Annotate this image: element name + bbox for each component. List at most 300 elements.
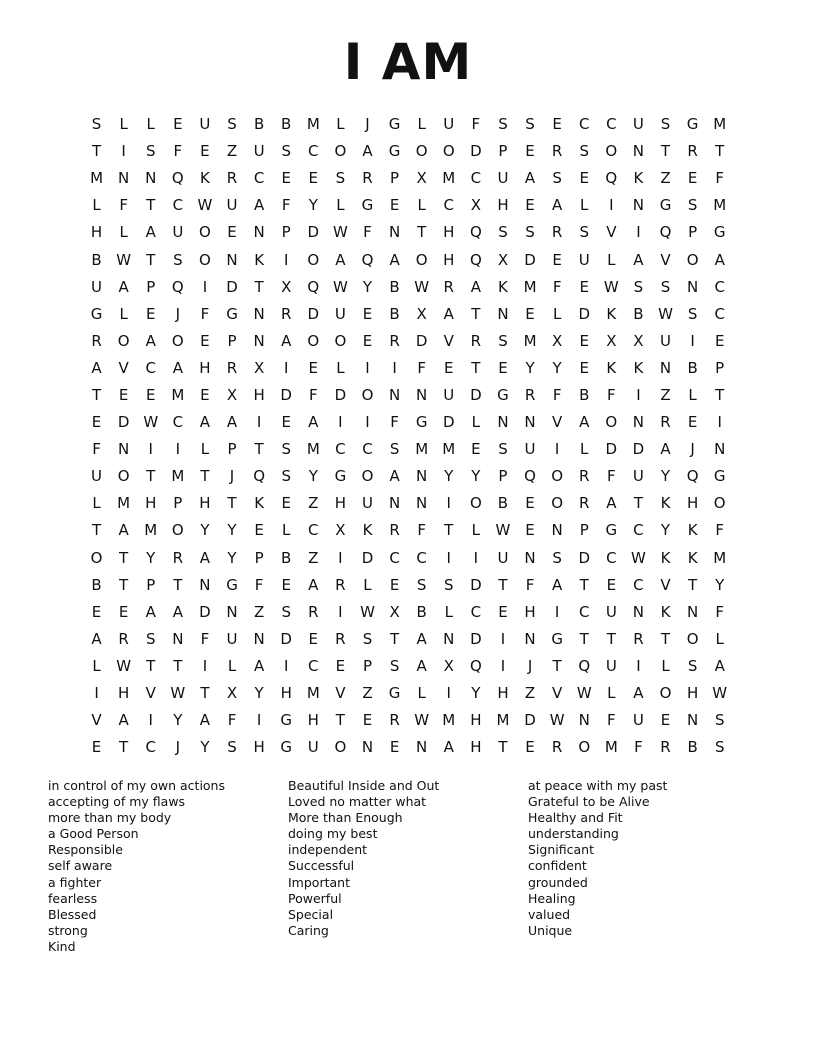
grid-letter: C: [389, 548, 400, 567]
word-list-item: Kind: [48, 938, 76, 954]
grid-letter: E: [335, 656, 346, 675]
grid-letter: R: [660, 738, 671, 757]
grid-letter: Y: [444, 467, 454, 486]
grid-letter: N: [632, 142, 645, 161]
grid-letter: E: [281, 413, 291, 432]
grid-letter: D: [470, 575, 482, 594]
grid-letter: D: [605, 440, 618, 459]
grid-letter: F: [92, 440, 101, 459]
grid-letter: H: [307, 711, 319, 730]
grid-letter: U: [632, 711, 644, 730]
grid-letter: Y: [227, 521, 237, 540]
grid-letter: I: [609, 196, 614, 215]
grid-letter: A: [362, 142, 373, 161]
grid-letter: L: [92, 494, 101, 513]
grid-row: [83, 165, 733, 192]
grid-letter: F: [254, 575, 264, 594]
grid-letter: F: [552, 277, 562, 296]
grid-letter: T: [119, 575, 129, 594]
grid-letter: A: [552, 196, 563, 215]
grid-letter: F: [634, 738, 643, 757]
grid-letter: I: [500, 656, 506, 675]
grid-letter: F: [363, 223, 372, 242]
grid-letter: Q: [469, 250, 482, 269]
grid-letter: Z: [524, 684, 536, 703]
grid-letter: M: [713, 115, 727, 134]
grid-letter: T: [444, 521, 454, 540]
word-search-grid: [83, 111, 733, 761]
grid-letter: E: [118, 385, 129, 404]
grid-letter: X: [552, 331, 563, 350]
grid-letter: S: [281, 142, 291, 161]
grid-letter: O: [415, 142, 428, 161]
grid-letter: R: [389, 521, 400, 540]
grid-letter: E: [281, 169, 291, 188]
grid-letter: U: [226, 629, 238, 648]
grid-letter: I: [636, 223, 641, 242]
grid-letter: T: [173, 575, 183, 594]
grid-letter: G: [388, 115, 401, 134]
grid-letter: E: [118, 602, 129, 621]
grid-letter: E: [281, 575, 291, 594]
grid-letter: N: [118, 169, 130, 188]
grid-letter: R: [389, 711, 400, 730]
grid-letter: T: [200, 467, 210, 486]
grid-letter: O: [605, 142, 618, 161]
word-list: [48, 778, 768, 955]
grid-letter: I: [148, 711, 153, 730]
grid-letter: G: [497, 385, 509, 404]
grid-letter: U: [253, 142, 265, 161]
grid-letter: S: [498, 331, 508, 350]
grid-letter: L: [119, 115, 128, 134]
grid-letter: N: [388, 223, 401, 242]
grid-letter: U: [361, 494, 373, 513]
grid-row: [83, 274, 733, 301]
grid-letter: S: [389, 440, 400, 459]
grid-letter: S: [281, 467, 291, 486]
word-list-item: grounded: [528, 874, 588, 890]
grid-letter: W: [332, 277, 348, 296]
grid-letter: B: [91, 250, 102, 269]
word-list-item: Unique: [528, 922, 573, 938]
grid-letter: Q: [253, 467, 266, 486]
grid-letter: Z: [253, 602, 265, 621]
grid-letter: I: [365, 358, 370, 377]
grid-row: [83, 328, 733, 355]
grid-letter: C: [308, 656, 319, 675]
word-list-item: doing my best: [288, 826, 378, 842]
grid-letter: F: [607, 385, 616, 404]
grid-letter: A: [579, 413, 590, 432]
grid-letter: I: [446, 684, 451, 703]
grid-letter: W: [631, 548, 646, 567]
grid-letter: L: [227, 656, 237, 675]
grid-letter: O: [334, 142, 347, 161]
grid-letter: F: [200, 304, 210, 323]
word-list-item: understanding: [528, 826, 619, 842]
grid-row: [83, 138, 733, 165]
grid-letter: J: [229, 467, 235, 486]
grid-letter: W: [116, 656, 132, 675]
grid-letter: A: [91, 358, 102, 377]
grid-letter: E: [579, 331, 589, 350]
grid-letter: T: [91, 521, 102, 540]
word-list-item: More than Enough: [288, 810, 403, 826]
word-list-item: confident: [528, 858, 587, 874]
grid-letter: L: [146, 115, 155, 134]
grid-letter: N: [172, 629, 184, 648]
grid-letter: G: [551, 629, 563, 648]
grid-letter: L: [552, 304, 562, 323]
grid-letter: S: [335, 169, 346, 188]
grid-letter: I: [473, 548, 479, 567]
grid-letter: B: [633, 304, 644, 323]
grid-row: [83, 301, 733, 328]
grid-letter: Z: [308, 548, 319, 567]
grid-letter: G: [280, 738, 293, 757]
grid-row: [83, 409, 733, 436]
grid-letter: L: [580, 196, 589, 215]
grid-letter: A: [118, 711, 129, 730]
grid-letter: E: [281, 494, 291, 513]
grid-letter: M: [144, 521, 158, 540]
grid-letter: F: [525, 575, 535, 594]
grid-letter: P: [281, 223, 291, 242]
grid-letter: E: [525, 304, 535, 323]
grid-letter: U: [632, 467, 644, 486]
grid-letter: N: [497, 304, 509, 323]
grid-letter: A: [443, 304, 454, 323]
grid-row: [83, 192, 733, 219]
grid-letter: A: [145, 223, 156, 242]
grid-letter: D: [280, 385, 292, 404]
grid-letter: F: [281, 196, 291, 215]
word-list-item: self aware: [48, 858, 113, 874]
grid-letter: S: [362, 629, 373, 648]
grid-letter: S: [91, 115, 102, 134]
grid-letter: B: [91, 575, 102, 594]
grid-letter: F: [417, 521, 426, 540]
grid-letter: E: [389, 196, 400, 215]
grid-letter: F: [471, 115, 481, 134]
grid-letter: S: [714, 711, 725, 730]
grid-letter: C: [145, 358, 156, 377]
grid-letter: L: [417, 196, 426, 215]
grid-letter: B: [281, 548, 292, 567]
grid-letter: R: [579, 467, 590, 486]
grid-letter: C: [633, 575, 644, 594]
grid-letter: N: [253, 304, 265, 323]
word-list-item: fearless: [48, 890, 98, 906]
word-list-item: Significant: [528, 842, 594, 858]
grid-letter: S: [660, 277, 671, 296]
grid-letter: T: [146, 196, 156, 215]
grid-letter: H: [118, 684, 130, 703]
grid-letter: S: [660, 115, 671, 134]
grid-letter: N: [714, 440, 726, 459]
grid-letter: I: [338, 413, 343, 432]
grid-letter: R: [335, 629, 346, 648]
grid-letter: A: [91, 629, 102, 648]
grid-letter: D: [524, 250, 536, 269]
grid-letter: B: [253, 115, 265, 134]
grid-letter: B: [389, 277, 400, 296]
grid-letter: K: [498, 277, 508, 296]
grid-letter: C: [470, 602, 482, 621]
grid-letter: T: [335, 711, 345, 730]
word-list-item: Responsible: [48, 842, 123, 858]
grid-letter: E: [498, 358, 508, 377]
grid-letter: E: [525, 196, 535, 215]
grid-letter: R: [470, 331, 482, 350]
grid-letter: M: [415, 440, 429, 459]
grid-letter: N: [578, 711, 590, 730]
grid-letter: O: [90, 548, 103, 567]
grid-letter: R: [551, 223, 563, 242]
grid-letter: D: [578, 548, 591, 567]
grid-letter: N: [632, 602, 645, 621]
grid-letter: U: [443, 385, 455, 404]
grid-letter: X: [226, 385, 238, 404]
grid-letter: I: [283, 358, 289, 377]
grid-letter: I: [94, 684, 99, 703]
grid-letter: N: [388, 385, 401, 404]
grid-letter: A: [199, 711, 211, 730]
grid-letter: W: [549, 711, 565, 730]
grid-letter: A: [226, 413, 238, 432]
grid-letter: B: [687, 738, 698, 757]
grid-letter: C: [335, 440, 346, 459]
word-list-item: at peace with my past: [528, 778, 668, 793]
grid-letter: F: [390, 413, 399, 432]
grid-letter: Q: [361, 250, 374, 269]
word-list-column-3: [528, 778, 768, 955]
grid-letter: O: [199, 223, 211, 242]
grid-letter: K: [660, 602, 671, 621]
grid-letter: G: [659, 196, 672, 215]
grid-letter: W: [414, 277, 430, 296]
grid-letter: A: [606, 494, 617, 513]
grid-letter: P: [579, 521, 589, 540]
grid-letter: M: [171, 467, 185, 486]
grid-letter: E: [525, 142, 535, 161]
grid-letter: T: [146, 467, 156, 486]
grid-letter: R: [335, 575, 346, 594]
grid-letter: S: [227, 738, 237, 757]
grid-letter: Q: [469, 223, 482, 242]
grid-letter: T: [579, 629, 589, 648]
grid-letter: Q: [524, 467, 536, 486]
grid-letter: K: [687, 548, 698, 567]
grid-letter: N: [443, 629, 455, 648]
word-list-item: strong: [48, 922, 88, 938]
grid-letter: N: [632, 196, 645, 215]
grid-letter: U: [524, 440, 536, 459]
grid-letter: R: [389, 331, 400, 350]
grid-letter: M: [523, 277, 537, 296]
word-list-item: Healthy and Fit: [528, 810, 623, 826]
grid-letter: S: [498, 223, 508, 242]
grid-letter: S: [416, 575, 427, 594]
grid-letter: I: [202, 277, 208, 296]
grid-letter: S: [525, 223, 535, 242]
grid-letter: A: [389, 250, 400, 269]
grid-letter: H: [686, 494, 699, 513]
grid-letter: T: [660, 142, 671, 161]
grid-letter: R: [551, 142, 563, 161]
grid-letter: W: [414, 711, 430, 730]
grid-letter: E: [200, 142, 210, 161]
grid-letter: P: [498, 142, 508, 161]
grid-letter: D: [632, 440, 645, 459]
grid-letter: I: [365, 413, 370, 432]
grid-row: [83, 517, 733, 544]
grid-letter: R: [633, 629, 644, 648]
grid-letter: F: [417, 358, 426, 377]
grid-letter: Y: [471, 467, 481, 486]
grid-letter: C: [172, 413, 184, 432]
grid-letter: O: [415, 250, 428, 269]
grid-letter: W: [116, 250, 132, 269]
grid-letter: T: [173, 656, 183, 675]
grid-letter: Y: [471, 684, 481, 703]
grid-letter: A: [633, 684, 644, 703]
grid-letter: D: [307, 304, 320, 323]
grid-letter: E: [687, 169, 698, 188]
grid-letter: S: [687, 304, 698, 323]
grid-letter: I: [256, 711, 262, 730]
grid-letter: K: [633, 169, 644, 188]
grid-letter: V: [91, 711, 102, 730]
grid-letter: E: [91, 413, 102, 432]
grid-letter: Y: [552, 358, 562, 377]
grid-row: [83, 490, 733, 517]
grid-letter: D: [470, 142, 482, 161]
grid-letter: F: [607, 467, 616, 486]
grid-letter: G: [686, 115, 699, 134]
grid-letter: I: [175, 440, 181, 459]
word-list-item: Caring: [288, 922, 329, 938]
grid-letter: V: [660, 250, 671, 269]
grid-letter: L: [471, 413, 481, 432]
grid-letter: X: [281, 277, 292, 296]
grid-letter: U: [660, 331, 671, 350]
grid-letter: H: [443, 250, 455, 269]
grid-letter: M: [171, 385, 185, 404]
grid-letter: W: [603, 277, 619, 296]
grid-letter: V: [335, 684, 346, 703]
grid-letter: S: [498, 115, 508, 134]
grid-letter: K: [633, 358, 644, 377]
grid-letter: P: [227, 440, 237, 459]
grid-letter: R: [443, 277, 454, 296]
grid-letter: R: [280, 304, 292, 323]
grid-row: [83, 436, 733, 463]
grid-letter: N: [416, 385, 428, 404]
grid-letter: T: [146, 250, 156, 269]
grid-letter: L: [661, 656, 670, 675]
grid-letter: E: [389, 575, 400, 594]
grid-letter: Y: [525, 358, 535, 377]
grid-letter: M: [306, 440, 320, 459]
grid-row: [83, 734, 733, 761]
grid-letter: S: [633, 277, 644, 296]
grid-letter: T: [498, 575, 508, 594]
grid-letter: N: [632, 413, 645, 432]
word-list-item: more than my body: [48, 810, 172, 826]
grid-letter: W: [170, 684, 186, 703]
grid-letter: O: [117, 467, 130, 486]
grid-letter: E: [552, 250, 562, 269]
grid-letter: G: [90, 304, 103, 323]
grid-letter: L: [580, 440, 589, 459]
grid-letter: I: [690, 331, 695, 350]
grid-letter: P: [715, 358, 725, 377]
grid-row: [83, 707, 733, 734]
grid-letter: H: [443, 223, 455, 242]
grid-letter: Y: [254, 684, 264, 703]
grid-letter: N: [253, 331, 265, 350]
grid-letter: F: [715, 521, 725, 540]
grid-letter: I: [446, 548, 451, 567]
grid-letter: X: [443, 656, 454, 675]
grid-letter: V: [443, 331, 454, 350]
grid-letter: F: [119, 196, 128, 215]
grid-letter: W: [576, 684, 592, 703]
grid-letter: B: [416, 602, 427, 621]
grid-letter: S: [552, 548, 562, 567]
grid-letter: N: [416, 467, 428, 486]
grid-letter: I: [636, 656, 641, 675]
grid-row: [83, 572, 733, 599]
grid-letter: H: [686, 684, 699, 703]
grid-letter: E: [362, 331, 373, 350]
grid-letter: Y: [660, 521, 671, 540]
grid-letter: S: [714, 738, 725, 757]
grid-letter: A: [714, 656, 725, 675]
grid-letter: M: [496, 711, 510, 730]
grid-letter: O: [713, 494, 726, 513]
grid-letter: T: [552, 656, 562, 675]
grid-letter: U: [226, 196, 238, 215]
grid-letter: N: [524, 548, 536, 567]
grid-letter: S: [525, 115, 535, 134]
grid-letter: Q: [605, 169, 618, 188]
grid-row: [83, 355, 733, 382]
grid-letter: O: [307, 250, 320, 269]
grid-letter: I: [636, 385, 641, 404]
grid-letter: G: [226, 304, 238, 323]
grid-letter: I: [202, 656, 208, 675]
grid-letter: R: [172, 548, 184, 567]
grid-letter: C: [443, 196, 454, 215]
grid-letter: D: [361, 548, 374, 567]
grid-letter: R: [91, 331, 102, 350]
grid-letter: L: [417, 684, 426, 703]
grid-letter: U: [632, 115, 644, 134]
grid-letter: N: [551, 521, 563, 540]
grid-letter: P: [173, 494, 183, 513]
grid-letter: Y: [308, 196, 318, 215]
grid-letter: N: [497, 413, 509, 432]
grid-letter: U: [497, 548, 509, 567]
grid-letter: L: [282, 521, 291, 540]
grid-letter: C: [416, 548, 427, 567]
grid-letter: I: [121, 142, 126, 161]
grid-letter: T: [660, 629, 671, 648]
grid-letter: Y: [200, 738, 210, 757]
